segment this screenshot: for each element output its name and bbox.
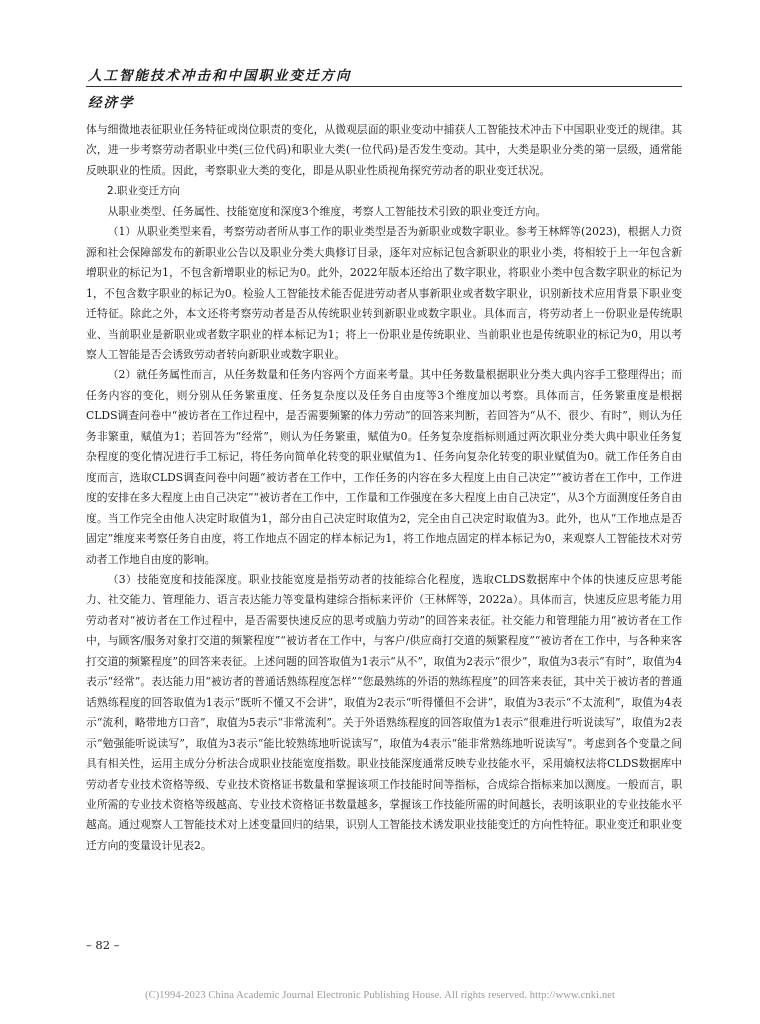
paragraph-continued: 体与细微地表征职业任务特征或岗位职责的变化，从微观层面的职业变动中捕获人工智能技术冲击下中国职业变迁的规律。其次，进一步考察劳动者职业中类(三位代码)和职业大类(一位代码)是否发生变动。其中，大类是职业分类的第一层级，通常能反映职业的性质。因此，考察职业大类的变化，即是从职业性质视角探究劳动者的职业变迁状况。	[86, 123, 682, 177]
paragraph: （1）从职业类型来看，考察劳动者所从事工作的职业类型是否为新职业或数字职业。参考王林辉等(2023)，根据人力资源和社会保障部发布的新职业公告以及职业分类大典修订目录，逐年对应标记包含新职业的职业小类，将相较于上一年包含新增职业的标记为1，不包含新增职业的标记为0。此外，2022年版本还给出了数字职业，将职业小类中包含数字职业的标记为1，不包含数字职业的标记为0。检验人工智能技术能否促进劳动者从事新职业或者数字职业，识别新技术应用背景下职业变迁特征。除此之外，本文还将考察劳动者是否从传统职业转到新职业或数字职业。具体而言，将劳动者上一份职业是传统职业、当前职业是新职业或者数字职业的样本标记为1；将上一份职业是传统职业、当前职业也是传统职业的标记为0，用以考察人工智能是否会诱致劳动者转向新职业或数字职业。	[86, 225, 682, 361]
paragraph: （2）就任务属性而言，从任务数量和任务内容两个方面来考量。其中任务数量根据职业分类大典内容手工整理得出；而任务内容的变化，则分别从任务繁重度、任务复杂度以及任务自由度等3个维度加以考察。具体而言，任务繁重度是根据CLDS调查问卷中“被访者在工作过程中，是否需要频繁的体力劳动”的回答来判断，若回答为“从不、很少、有时”，则认为任务非繁重，赋值为1；若回答为“经常”，则认为任务繁重，赋值为0。任务复杂度指标则通过两次职业分类大典中职业任务复杂程度的变化情况进行手工标记，将任务向简单化转变的职业赋值为1、任务向复杂化转变的职业赋值为0。就工作任务自由度而言，选取CLDS调查问卷中问题“被访者在工作中，工作任务的内容在多大程度上由自己决定”“被访者在工作中，工作进度的安排在多大程度上由自己决定”“被访者在工作中，工作量和工作强度在多大程度上由自己决定”，从3个方面测度任务自由度。当工作完全由他人决定时取值为1，部分由自己决定时取值为2，完全由自己决定时取值为3。此外，也从“工作地点是否固定”维度来考察任务自由度，将工作地点不固定的样本标记为1，将工作地点固定的样本标记为0，来观察人工智能技术对劳动者工作地自由度的影响。	[86, 368, 682, 566]
paragraph: （3）技能宽度和技能深度。职业技能宽度是指劳动者的技能综合化程度，选取CLDS数据库中个体的快速反应思考能力、社交能力、管理能力、语言表达能力等变量构建综合指标来评价（王林辉等，2022a）。具体而言，快速反应思考能力用劳动者对“被访者在工作过程中，是否需要快速反应的思考或脑力劳动”的回答来表征。社交能力和管理能力用“被访者在工作中，与顾客/服务对象打交道的频繁程度”“被访者在工作中，与客户/供应商打交道的频繁程度”“被访者在工作中，与各种来客打交道的频繁程度”的回答来表征。上述问题的回答取值为1表示“从不”，取值为2表示“很少”，取值为3表示“有时”，取值为4表示“经常”。表达能力用“被访者的普通话熟练程度怎样”“您最熟练的外语的熟练程度”的回答来表征，其中关于被访者的普通话熟练程度的回答取值为1表示“既听不懂又不会讲”，取值为2表示“听得懂但不会讲”，取值为3表示“不太流利”，取值为4表示“流利，略带地方口音”，取值为5表示“非常流利”。关于外语熟练程度的回答取值为1表示“很难进行听说读写”，取值为2表示“勉强能听说读写”，取值为3表示“能比较熟练地听说读写”，取值为4表示“能非常熟练地听说读写”。考虑到各个变量之间具有相关性，运用主成分分析法合成职业技能宽度指数。职业技能深度通常反映专业技能水平，采用熵权法将CLDS数据库中劳动者专业技术资格等级、专业技术资格证书数量和掌握该项工作技能时间等指标，合成综合指标来加以测度。一般而言，职业所需的专业技术资格等级越高、专业技术资格证书数量越多，掌握该工作技能所需的时间越长，表明该职业的专业技能水平越高。通过观察人工智能技术对上述变量回归的结果，识别人工智能技术诱发职业技能变迁的方向性特征。职业变迁和职业变迁方向的变量设计见表2。	[86, 572, 682, 852]
page-number: – 82 –	[86, 938, 120, 952]
header-divider	[86, 86, 682, 87]
section-label: 经济学	[88, 95, 135, 111]
subsection-heading: 2.职业变迁方向	[107, 185, 181, 198]
article-body	[86, 120, 682, 935]
running-title: 人工智能技术冲击和中国职业变迁方向	[88, 68, 352, 84]
copyright-footer: (C)1994-2023 China Academic Journal Electronic Publishing House. All rights reserved. http://www.cnki.net	[145, 990, 615, 1001]
paragraph: 从职业类型、任务属性、技能宽度和深度3个维度，考察人工智能技术引致的职业变迁方向。	[107, 204, 547, 218]
